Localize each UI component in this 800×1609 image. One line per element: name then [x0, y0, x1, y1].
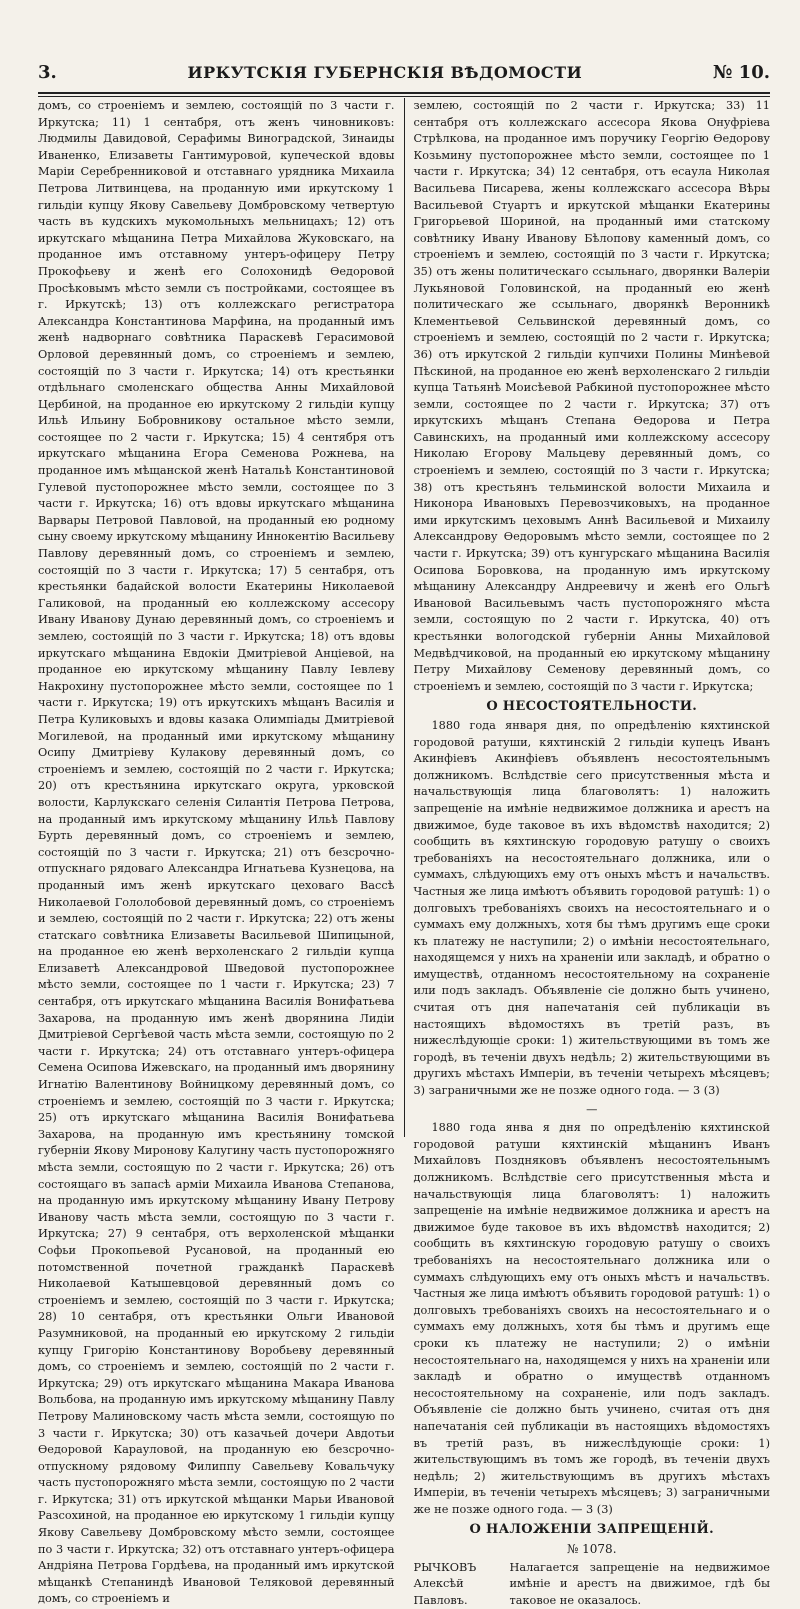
prohibition-text: Налагается запрещеніе на недвижимое имѣніе и арестъ на движимое, гдѣ бы таковое не оказалось. [509, 1560, 770, 1607]
text-columns [38, 98, 770, 1607]
left-column [38, 98, 404, 1606]
notice-divider: — [586, 1102, 598, 1116]
prohibition-entry [414, 1560, 771, 1609]
insolvency-notice-1: 1880 года января дня, по опредѣленію кяхтинской городовой ратуши, кяхтинскій 2 гильдіи купецъ Иванъ Акинфіевъ Акинфіевъ объявленъ несостоятельнымъ должникомъ. Вслѣдствіе сего присутственныя мѣста и начальствующія лица благоволятъ: 1) наложить запрещеніе на имѣніе недвижимое должника и арестъ на движимое, буде таковое въ ихъ вѣдомствѣ находится; 2) сообщить въ кяхтинскую городовую ратушу о своихъ требованіяхъ на несостоятельнаго должника, или о суммахъ, слѣдующихъ ему отъ оныхъ мѣстъ и начальствъ. Частныя же лица имѣютъ объявить городовой ратушѣ: 1) о долговыхъ требованіяхъ своихъ на несостоятельнаго и о суммахъ ему должныхъ, хотя бы тѣмъ другимъ еще сроки къ платежу не наступили; 2) о имѣніи несостоятельнаго, находящемся у нихъ на храненіи или закладѣ, и обратно о имуществѣ, отданномъ несостоятельному на сохраненіе или подъ закладъ. Объявленіе сіе должно быть учинено, считая отъ дня напечатанія сей публикаціи въ настоящихъ вѣдомостяхъ въ третій разъ, въ нижеслѣдующіе сроки: 1) жительствующими въ томъ же городѣ, въ теченіи двухъ недѣль; 2) жительствующими въ другихъ мѣстахъ Имперіи, въ теченіи четырехъ мѣсяцевъ; 3) заграничными же не позже одного года. — 3 (3) [413, 718, 770, 1098]
header-rule [38, 92, 770, 97]
case-number: № 1078. [566, 1542, 617, 1557]
debtor-given-name: Алексѣй Павловъ. [413, 1577, 468, 1607]
section-title-insolvency: О НЕСОСТОЯТЕЛЬНОСТИ. [486, 699, 698, 715]
left-column-text: домъ, со строеніемъ и землею, состоящій по 3 части г. Иркутска; 11) 1 сентабря, отъ женъ чиновниковъ: Людмилы Давидовой, Серафимы Виноградской, Зинаиды Иваненко, Елизаветы Гантимуровой, купеческой вдовы Маріи Серебренниковой и отставнаго урядника Михаила Петрова Литвинцева, на проданную ими иркутскому 1 гильдіи купцу Якову Савельеву Домбровскому четвертую часть въ кудскихъ мукомольныхъ мельницахъ; 12) отъ иркутскаго мѣщанина Петра Михайлова Жуковскаго, на проданное имъ отставному унтеръ-офицеру Петру Прокофьеву и женѣ его Солохонидѣ Ѳедоровой Просѣковымъ мѣсто земли съ постройками, состоящее въ г. Иркутскѣ; 13) отъ коллежскаго регистратора Александра Константинова Марфина, на проданный имъ женѣ надворнаго совѣтника Параскевѣ Герасимовой Орловой деревянный домъ, со строеніемъ и землею, состоящій по 3 части г. Иркутска; 14) отъ крестьянки отдѣльнаго смоленскаго общества Анны Михайловой Цербиной, на проданное ею иркутскому 2 гильдіи купцу Ильѣ Ильину Бобровникову остальное мѣсто земли, состоящее по 2 части г. Иркутска; 15) 4 сентября отъ иркутскаго мѣщанина Егора Семенова Рожнева, на проданное имъ мѣщанской женѣ Натальѣ Константиновой Гулевой пустопорожнее мѣсто земли, состоящее по 3 части г. Иркутска; 16) отъ вдовы иркутскаго мѣщанина Варвары Петровой Павловой, на проданный ею родному сыну своему иркутскому мѣщанину Иннокентію Васильеву Павлову деревянный домъ, со строеніемъ и землею, состоящій по 3 части г. Иркутска; 17) 5 сентабря, отъ крестьянки бадайской волости Екатерины Николаевой Галиковой, на проданный ею коллежскому ассесору Ивану Иванову Дунаю деревянный домъ, со строеніемъ и землею, состоящій по 3 части г. Иркутска; 18) отъ вдовы иркутскаго мѣщанина Евдокіи Дмитріевой Анціевой, на проданное ею иркутскому мѣщанину Павлу Іевлеву Накрохину пустопорожнее мѣсто земли, состоящее по 1 части г. Иркутска; 19) отъ иркутскихъ мѣщанъ Василія и Петра Куликовыхъ и вдовы казака Олимпіады Дмитріевой Могилевой, на проданный ими иркутскому мѣщанину Осипу Дмитріеву Кулакову деревянный домъ, со строеніемъ и землею, состоящій по 2 части г. Иркутска; 20) отъ крестьянина иркутскаго округа, урковской волости, Карлукскаго селенія Силантія Петрова Петрова, на проданный имъ иркутскому мѣщанину Ильѣ Павлову Бурть деревянный домъ, со строеніемъ и землею, состоящій по 3 части г. Иркутска; 21) отъ безсрочно-отпускнаго рядоваго Александра Игнатьева Кузнецова, на проданный имъ женѣ иркутскаго цеховаго Вассѣ Николаевой Гололобовой деревянный домъ, со строеніемъ и землею, состоящій по 2 части г. Иркутска; 22) отъ жены статскаго совѣтника Елизаветы Васильевой Шипицыной, на проданное ею женѣ верхоленскаго 2 гильдіи купца Елизаветѣ Александровой Шведовой пустопорожнее мѣсто земли, состоящее по 1 части г. Иркутска; 23) 7 сентабря, отъ иркутскаго мѣщанина Василія Вонифатьева Захарова, на проданную имъ женѣ дворянина Лидіи Дмитріевой Сергѣевой часть мѣста земли, состоящую по 2 части г. Иркутска; 24) отъ отставнаго унтеръ-офицера Семена Осипова Ижевскаго, на проданный имъ дворянину Игнатію Валентинову Войницкому деревянный домъ, со строеніемъ и землею, состоящій по 3 части г. Иркутска; 25) отъ иркутскаго мѣщанина Василія Вонифатьева Захарова, на проданную имъ крестьянину томской губерніи Якову Миронову Калугину часть пустопорожняго мѣста земли, состоящую по 2 части г. Иркутска; 26) отъ состоящаго въ запасѣ арміи Михаила Иванова Степанова, на проданную имъ иркутскому мѣщанину Ивану Петрову Иванову часть мѣста земли, состоящую по 3 части г. Иркутска; 27) 9 сентабря, отъ верхоленской мѣщанки Софьи Прокопьевой Русановой, на проданный ею потомственной почетной гражданкѣ Параскевѣ Николаевой Катышевцовой деревянный домъ со строеніемъ и землею, состоящій по 3 части г. Иркутска; 28) 10 сентабря, отъ крестьянки Ольги Ивановой Разумниковой, на проданный ею иркутскому 2 гильдіи купцу Григорію Константинову Воробьеву деревянный домъ, со строеніемъ и землею, состоящій по 2 части г. Иркутска; 29) отъ иркутскаго мѣщанина Макара Иванова Вольбова, на проданную имъ иркутскому мѣщанину Павлу Петрову Малиновскому часть мѣста земли, состоящую по 3 части г. Иркутска; 30) отъ казачьей дочери Авдотьи Ѳедоровой Карауловой, на проданную ею безсрочно-отпускному рядовому Филиппу Савельеву Ковальчуку часть пустопорожняго мѣста земли, состоящую по 2 части г. Иркутска; 31) отъ иркутской мѣщанки Марьи Ивановой Разсохиной, на проданное ею иркутскому 1 гильдіи купцу Якову Савельеву Домбровскому мѣсто земли, состоящее по 3 части г. Иркутска; 32) отъ отставнаго унтеръ-офицера Андріяна Петрова Гордѣева, на проданный имъ иркутской мѣщанкѣ Степаниндѣ Ивановой Теляковой деревянный домъ, со строеніемъ и [38, 99, 395, 1606]
right-column-continuation: землею, состоящій по 2 части г. Иркутска; 33) 11 сентабря отъ коллежскаго ассесора Якова Онуфріева Стрѣлкова, на проданное имъ поручику Георгію Ѳедорову Козьмину пустопорожнее мѣсто земли, состоящее по 1 части г. Иркутска; 34) 12 сентабря, отъ есаула Николая Васильева Писарева, жены коллежскаго ассесора Вѣры Васильевой Стуартъ и иркутской мѣщанки Екатерины Григорьевой Шориной, на проданный ими статскому совѣтнику Ивану Иванову Бѣлопову каменный домъ, со строеніемъ и землею, состоящій по 3 части г. Иркутска; 35) отъ жены политическаго ссыльнаго, дворянки Валеріи Лукьяновой Головинской, на проданный ею женѣ политическаго же ссыльнаго, дворянкѣ Веронникѣ Клементьевой Сельвинской деревянный домъ, со строеніемъ и землею, состоящій по 2 части г. Иркутска; 36) отъ иркутской 2 гильдіи купчихи Полины Минѣевой Пѣскиной, на проданное ею женѣ верхоленскаго 2 гильдіи купца Татьянѣ Моисѣевой Рабкиной пустопорожнее мѣсто земли, состоящее по 2 части г. Иркутска; 37) отъ иркутскихъ мѣщанъ Степана Ѳедорова и Петра Савинскихъ, на проданный ими коллежскому ассесору Николаю Егорову Мальцеву деревянный домъ, со строеніемъ и землею, состоящій по 3 части г. Иркутска; 38) отъ крестьянъ тельминской волости Михаила и Никонора Ивановыхъ Перевозчиковыхъ, на проданное ими иркутскимъ цеховымъ Аннѣ Васильевой и Михаилу Александрову Ѳедоровымъ мѣсто земли, состоящее по 2 части г. Иркутска; 39) отъ кунгурскаго мѣщанина Василія Осипова Боровкова, на проданную имъ иркутскому мѣщанину Александру Андреевичу и женѣ его Ольгѣ Ивановой Васильевымъ часть пустопорожняго мѣста земли, состоящую по 2 части г. Иркутска, 40) отъ крестьянки вологодской губерніи Анны Михайловой Медвѣдчиковой, на проданный ею иркутскому мѣщанину Петру Михайлову Семенову деревянный домъ, со строеніемъ и землею, состоящій по 3 части г. Иркутска; [413, 99, 770, 693]
page-header [38, 54, 770, 90]
insolvency-notice-2: 1880 года янва я дня по опредѣленію кяхтинской городовой ратуши кяхтинскій мѣщанинъ Иванъ Михайловъ Поздняковъ объявленъ несостоятельнымъ должникомъ. Вслѣдствіе сего присутственныя мѣста и начальствующія лица благоволятъ: 1) наложить запрещеніе на имѣніе недвижимое должника и арестъ на движимое буде таковое въ ихъ вѣдомствѣ находится; 2) сообщить въ кяхтинскую городовую ратушу о своихъ требованіяхъ на несостоятельнаго должника или о суммахъ слѣдующихъ ему отъ оныхъ мѣстъ и начальствъ. Частныя же лица имѣютъ объявить городовой ратушѣ: 1) о долговыхъ требованіяхъ своихъ на несостоятельнаго и о суммахъ ему должныхъ, хотя бы тѣмъ и другимъ еще сроки къ платежу не наступили; 2) о имѣніи несостоятельнаго на, находящемся у нихъ на храненіи или закладѣ и обратно о имуществѣ отданномъ несостоятельному на сохраненіе, или подъ закладъ. Объявленіе сіе должно быть учинено, считая отъ дня напечатанія сей публикаціи въ настоящихъ вѣдомостяхъ въ третій разъ, въ нижеслѣдующіе сроки: 1) жительствующимъ въ томъ же городѣ, въ теченіи двухъ недѣль; 2) жительствующимъ въ другихъ мѣстахъ Имперіи, въ теченіи четырехъ мѣсяцевъ; 3) заграничными же не позже одного года. — 3 (3) [413, 1121, 770, 1516]
debtor-surname: РЫЧКОВЪ [413, 1560, 477, 1574]
masthead-title: ИРКУТСКІЯ ГУБЕРНСКІЯ ВѢДОМОСТИ [187, 62, 583, 82]
page-number: 3. [38, 61, 57, 83]
debtor-name [414, 1560, 510, 1609]
right-column [405, 98, 771, 1607]
section-title-prohibitions: О НАЛОЖЕНІИ ЗАПРЕЩЕНІЙ. [469, 1522, 714, 1538]
issue-number: № 10. [712, 61, 770, 83]
